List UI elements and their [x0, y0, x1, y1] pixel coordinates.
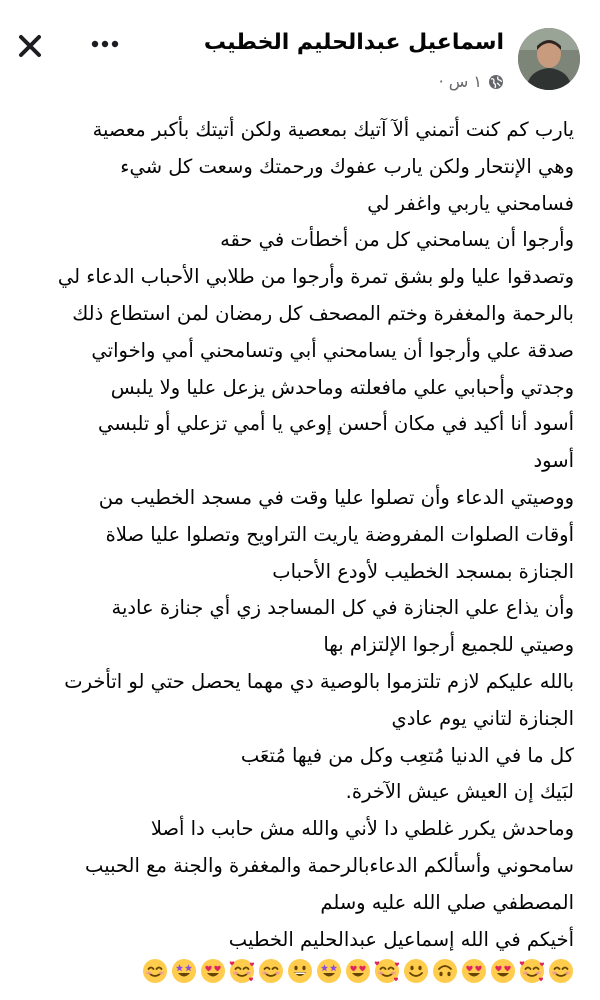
- more-options-icon: [88, 32, 122, 56]
- post-text: [22, 112, 574, 958]
- post-line: ووصيتي الدعاء وأن تصلوا عليا وقت في مسجد الخطيب من: [98, 485, 574, 509]
- smiling-face-icon: [403, 958, 429, 984]
- post-line: أسود: [533, 449, 574, 473]
- post-header: [0, 0, 600, 105]
- smiling-face-with-smiling-eyes-icon: [142, 958, 168, 984]
- smiling-face-with-hearts-icon: [229, 958, 255, 984]
- heart-eyes-icon: [461, 958, 487, 984]
- post-line: أخيكم في الله إسماعيل عبدالحليم الخطيب: [228, 927, 574, 951]
- post-line: وصيتي للجميع أرجوا الإلتزام بها: [323, 633, 574, 657]
- star-struck-icon: [316, 958, 342, 984]
- more-options-button[interactable]: [88, 32, 122, 56]
- post-line: صدقة علي وأرجوا أن يسامحني أبي وتسامحني أمي واخواتي: [91, 338, 574, 362]
- smiling-face-with-hearts-icon: [374, 958, 400, 984]
- emoji-row: [142, 958, 574, 984]
- post-line: بالله عليكم لازم تلتزموا بالوصية دي مهما يحصل حتي لو اتأخرت: [64, 669, 574, 693]
- heart-eyes-icon: [200, 958, 226, 984]
- star-struck-icon: [171, 958, 197, 984]
- post-meta: [439, 72, 504, 91]
- post-line: بالرحمة والمغفرة وختم المصحف كل رمضان لمن استطاع ذلك: [72, 301, 574, 325]
- post-line: سامحوني وأسألكم الدعاءبالرحمة والمغفرة والجنة مع الحبيب: [85, 853, 574, 877]
- post-line: وتصدقوا عليا ولو بشق تمرة وأرجوا من طلابي الأحباب الدعاء لي: [57, 265, 574, 289]
- post-line: كل ما في الدنيا مُتعِب وكل من فيها مُتعَب: [240, 743, 574, 767]
- upside-down-face-icon: [432, 958, 458, 984]
- post-line: لبَيك إن العيش عيش الآخرة.: [345, 780, 574, 804]
- heart-eyes-icon: [345, 958, 371, 984]
- smiling-face-with-smiling-eyes-icon: [548, 958, 574, 984]
- post-line: وهي الإنتحار ولكن يارب عفوك ورحمتك وسعت كل شيء: [120, 154, 574, 178]
- post-line: وجدتي وأحبابي علي مافعلته وماحدش يزعل عليا ولا يلبس: [110, 375, 574, 399]
- post-line: الجنازة بمسجد الخطيب لأودع الأحباب: [272, 559, 574, 583]
- post-line: فسامحني ياربي واغفر لي: [367, 191, 574, 215]
- post-line: المصطفي صلي الله عليه وسلم: [320, 890, 574, 914]
- post-line: أوقات الصلوات المفروضة ياريت التراويح وتصلوا عليا صلاة: [105, 522, 574, 546]
- post-timestamp[interactable]: ١ س ·: [438, 72, 482, 91]
- smiling-face-with-hearts-icon: [519, 958, 545, 984]
- post-line: أسود أنا أكيد في مكان أحسن إوعي يا أمي تزعلي أو تلبسي: [97, 412, 574, 436]
- grinning-face-icon: [287, 958, 313, 984]
- post-line: الجنازة لتاني يوم عادي: [391, 706, 574, 730]
- post-line: يارب كم كنت أتمني ألآ آتيك بمعصية ولكن أتيتك بأكبر معصية: [92, 118, 574, 141]
- smiling-face-with-smiling-eyes-icon: [258, 958, 284, 984]
- heart-eyes-icon: [490, 958, 516, 984]
- close-button[interactable]: [14, 30, 46, 62]
- author-avatar[interactable]: [518, 28, 580, 90]
- author-name[interactable]: اسماعيل عبدالحليم الخطيب: [203, 30, 504, 55]
- globe-icon: [488, 74, 504, 90]
- post-line: وأرجوا أن يسامحني كل من أخطأت في حقه: [220, 228, 574, 252]
- close-icon: [14, 30, 46, 62]
- post-line: وأن يذاع علي الجنازة في كل المساجد زي أي جنازة عادية: [111, 596, 574, 620]
- post-line: وماحدش يكرر غلطي دا لأني والله مش حابب دا أصلا: [150, 817, 574, 841]
